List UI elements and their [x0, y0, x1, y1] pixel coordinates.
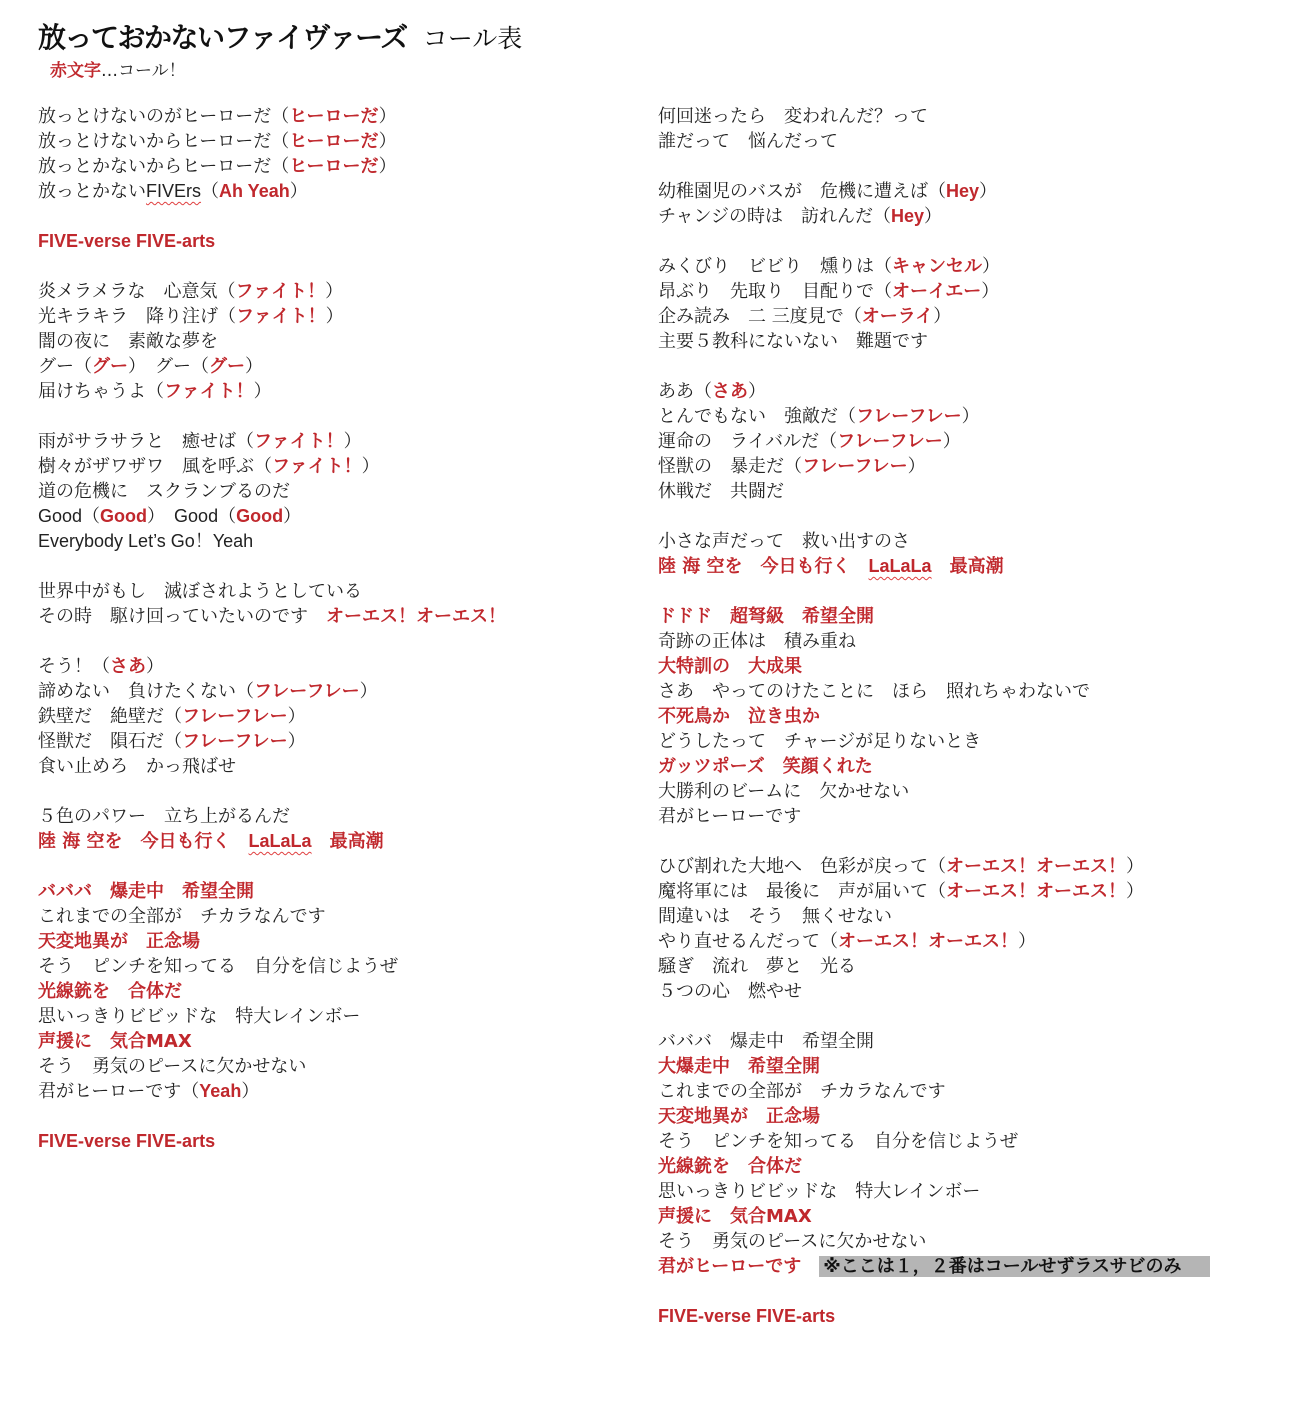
lyric-line: [38, 679, 658, 704]
call-text: ファイト！: [236, 306, 326, 327]
blank-line: [38, 554, 658, 579]
lyric-text: ）: [981, 281, 1000, 302]
lyric-text: ）: [287, 731, 306, 752]
lyric-line: [658, 104, 1278, 129]
title-row: [38, 16, 522, 56]
call-text: 天変地異が 正念場: [38, 931, 200, 952]
call-text: グー: [209, 356, 245, 377]
lyric-line: [38, 104, 658, 129]
lyric-text: 放っとけないからヒーローだ（: [38, 131, 290, 152]
call-text: 君がヒーローです: [658, 1256, 802, 1277]
lyric-text: ああ（: [658, 381, 712, 402]
lyric-line: [38, 904, 658, 929]
lyric-text: そう 勇気のピースに欠かせない: [38, 1056, 307, 1077]
blank-line: [38, 779, 658, 804]
call-text: ドドド 超弩級 希望全開: [658, 606, 874, 627]
call-text: Yeah: [199, 1081, 242, 1101]
lyric-text: やり直せるんだって（: [658, 931, 838, 952]
lyric-text: ）: [979, 181, 998, 202]
blank-line: [658, 154, 1278, 179]
lyric-text: みくびり ビビり 燻りは（: [658, 256, 892, 277]
lyric-line: [38, 804, 658, 829]
lyric-text: そう 勇気のピースに欠かせない: [658, 1231, 927, 1252]
lyric-line: [658, 679, 1278, 704]
lyric-text: 昂ぶり 先取り 目配りで（: [658, 281, 892, 302]
call-text: さあ: [712, 381, 748, 402]
lyric-line: [38, 829, 658, 854]
lyric-line: [38, 729, 658, 754]
call-text: グー: [92, 356, 128, 377]
call-text: Hey: [891, 206, 925, 226]
lyric-line: [658, 279, 1278, 304]
lyric-text: 休戦だ 共闘だ: [658, 481, 784, 502]
call-text: オーエス！オーエス！: [838, 931, 1018, 952]
lyric-line: [658, 1179, 1278, 1204]
lyric-line: [38, 279, 658, 304]
lyric-line: [658, 754, 1278, 779]
call-text: Ah Yeah: [219, 181, 290, 201]
lyric-line: [658, 779, 1278, 804]
lyric-text: 炎メラメラな 心意気（: [38, 281, 236, 302]
lyric-text: 大勝利のビームに 欠かせない: [658, 781, 910, 802]
call-text: オーエス！オーエス！: [326, 606, 506, 627]
lyric-text: ）: [1018, 931, 1036, 952]
call-text: ヒーローだ: [289, 156, 379, 177]
lyric-text: ）: [343, 431, 362, 452]
lyric-text: Good（: [38, 506, 101, 526]
lyric-line: [38, 654, 658, 679]
lyric-line: [658, 304, 1278, 329]
call-text: バババ 爆走中 希望全開: [38, 881, 254, 902]
call-text: 声援に 気合MAX: [38, 1031, 192, 1052]
lyric-line: [38, 179, 658, 204]
call-text: 天変地異が 正念場: [658, 1106, 820, 1127]
lyric-text: 思いっきりビビッドな 特大レインボー: [38, 1006, 361, 1027]
call-text: ファイト！: [272, 456, 362, 477]
call-text: ヒーローだ: [289, 131, 379, 152]
lyric-text: ）: [378, 156, 397, 177]
lyric-text: 誰だって 悩んだって: [658, 131, 838, 152]
lyric-text: チャンジの時は 訪れんだ（: [658, 206, 892, 227]
lyric-text: ）: [359, 681, 378, 702]
lyric-text: 光キラキラ 降り注げ（: [38, 306, 236, 327]
call-text: 不死鳥か 泣き虫か: [658, 706, 820, 727]
call-text: ファイト！: [254, 431, 344, 452]
blank-line: [658, 354, 1278, 379]
lyric-text: ）: [982, 256, 1000, 277]
lyric-text: ）: [378, 131, 397, 152]
call-text: Hey: [946, 181, 980, 201]
blank-line: [658, 504, 1278, 529]
lyric-text: 鉄壁だ 絶壁だ（: [38, 706, 182, 727]
lyric-line: [658, 479, 1278, 504]
lyric-text: 幼稚園児のバスが 危機に遭えば（: [658, 181, 946, 202]
lyric-line: [658, 1029, 1278, 1054]
lyric-text: ）: [245, 356, 263, 377]
lyric-line: [38, 1129, 658, 1154]
call-text: フレーフレー: [856, 406, 962, 427]
lyric-text: 間違いは そう 無くせない: [658, 906, 892, 927]
lyric-text: 放っとけないのがヒーローだ（: [38, 106, 290, 127]
call-text: LaLaLa: [248, 831, 312, 851]
lyric-text: 君がヒーローです: [658, 806, 802, 827]
call-text: 大爆走中 希望全開: [658, 1056, 820, 1077]
lyric-line: [658, 904, 1278, 929]
lyric-text: 小さな声だって 救い出すのさ: [658, 531, 910, 552]
lyric-line: [38, 329, 658, 354]
lyric-line: [658, 179, 1278, 204]
lyric-line: [38, 704, 658, 729]
lyric-text: ）: [325, 306, 344, 327]
lyric-text: 魔将軍には 最後に 声が届いて（: [658, 881, 946, 902]
lyric-text: そう ピンチを知ってる 自分を信じようぜ: [658, 1131, 1018, 1152]
lyric-line: [658, 329, 1278, 354]
lyric-text: ）: [933, 306, 952, 327]
lyric-text: 世界中がもし 滅ぼされようとしている: [38, 581, 362, 602]
lyric-text: ）: [907, 456, 926, 477]
blank-line: [38, 629, 658, 654]
lyric-text: 騒ぎ 流れ 夢と 光る: [658, 956, 856, 977]
lyric-text: 放っとかない: [38, 181, 146, 202]
lyric-line: [658, 1154, 1278, 1179]
lyric-text: ）: [146, 656, 164, 677]
call-text: LaLaLa: [868, 556, 932, 576]
call-text: ファイト！: [164, 381, 254, 402]
lyric-line: [658, 1104, 1278, 1129]
call-text: オーエス！オーエス！: [946, 856, 1126, 877]
lyric-text: 主要５教科にないない 難題です: [658, 331, 928, 352]
lyric-text: ）: [1126, 881, 1144, 902]
lyric-line: [38, 929, 658, 954]
lyric-line: [658, 604, 1278, 629]
call-text: 声援に 気合MAX: [658, 1206, 812, 1227]
lyric-line: [658, 1054, 1278, 1079]
lyric-line: [38, 379, 658, 404]
lyric-line: [658, 1204, 1278, 1229]
lyric-line: [658, 954, 1278, 979]
call-text: FIVE-verse FIVE-arts: [658, 1306, 836, 1326]
lyric-line: [658, 979, 1278, 1004]
lyric-line: [658, 879, 1278, 904]
lyric-text: どうしたって チャージが足りないとき: [658, 731, 982, 752]
lyric-line: [38, 304, 658, 329]
note-highlight: ※ここは１，２番はコールせずラスサビのみ: [819, 1256, 1209, 1277]
lyric-line: [38, 479, 658, 504]
lyric-text: ）: [241, 1081, 260, 1102]
lyric-text: 思いっきりビビッドな 特大レインボー: [658, 1181, 981, 1202]
lyric-line: [38, 354, 658, 379]
blank-line: [658, 579, 1278, 604]
lyric-text: ）: [942, 431, 961, 452]
lyric-text: 道の危機に スクランブるのだ: [38, 481, 290, 502]
call-text: オーエス！オーエス！: [946, 881, 1126, 902]
lyric-text: ）: [748, 381, 766, 402]
lyric-text: ひび割れた大地へ 色彩が戻って（: [658, 856, 946, 877]
lyric-text: ）: [287, 706, 306, 727]
lyric-text: 諦めない 負けたくない（: [38, 681, 254, 702]
lyric-text: 闇の夜に 素敵な夢を: [38, 331, 218, 352]
lyric-line: [658, 429, 1278, 454]
lyric-text: ）: [361, 456, 380, 477]
lyric-line: [38, 579, 658, 604]
lyric-line: [38, 129, 658, 154]
call-text: フレーフレー: [837, 431, 943, 452]
call-text: オーイエー: [892, 281, 982, 302]
lyric-text: 君がヒーローです（: [38, 1081, 200, 1102]
lyric-text: とんでもない 強敵だ（: [658, 406, 856, 427]
call-text: フレーフレー: [254, 681, 360, 702]
call-text: FIVE-verse FIVE-arts: [38, 1131, 216, 1151]
lyric-text: ５つの心 燃やせ: [658, 981, 802, 1002]
call-text: 陸 海 空を 今日も行く: [658, 556, 869, 577]
blank-line: [658, 1279, 1278, 1304]
lyric-line: [658, 404, 1278, 429]
lyric-line: [38, 754, 658, 779]
call-text: 最高潮: [931, 556, 1004, 577]
lyric-text: これまでの全部が チカラなんです: [38, 906, 326, 927]
call-text: Good: [236, 506, 284, 526]
lyric-text: （: [201, 181, 220, 202]
blank-line: [38, 854, 658, 879]
lyric-line: [658, 929, 1278, 954]
lyric-line: [658, 454, 1278, 479]
lyric-line: [658, 254, 1278, 279]
lyric-line: [38, 229, 658, 254]
lyric-line: [38, 1079, 658, 1104]
lyric-line: [658, 1229, 1278, 1254]
lyric-text: 雨がサラサラと 癒せば（: [38, 431, 254, 452]
blank-line: [38, 254, 658, 279]
lyric-text: 奇跡の正体は 積み重ね: [658, 631, 856, 652]
lyric-line: [658, 204, 1278, 229]
lyric-text: 運命の ライバルだ（: [658, 431, 838, 452]
lyric-text: ）: [283, 506, 302, 527]
lyric-line: [658, 554, 1278, 579]
blank-line: [38, 404, 658, 429]
blank-line: [38, 204, 658, 229]
lyric-line: [658, 529, 1278, 554]
call-text: 陸 海 空を 今日も行く: [38, 831, 249, 852]
lyric-text: 放っとかないからヒーローだ（: [38, 156, 290, 177]
call-text: さあ: [110, 656, 146, 677]
lyric-text: FIVErs: [146, 181, 202, 201]
lyric-line: [658, 1079, 1278, 1104]
lyric-line: [658, 129, 1278, 154]
lyric-text: 樹々がザワザワ 風を呼ぶ（: [38, 456, 272, 477]
lyric-line: [38, 954, 658, 979]
lyric-text: ５色のパワー 立ち上がるんだ: [38, 806, 290, 827]
lyric-line: [658, 379, 1278, 404]
call-text: 光線銃を 合体だ: [658, 1156, 802, 1177]
lyric-line: [38, 604, 658, 629]
lyric-text: Everybody Let’s Go！Yeah: [38, 531, 254, 551]
lyric-line: [38, 1029, 658, 1054]
lyric-line: [658, 654, 1278, 679]
call-text: Good: [100, 506, 148, 526]
call-text: フレーフレー: [182, 706, 288, 727]
lyric-text: バババ 爆走中 希望全開: [658, 1031, 874, 1052]
legend-text: …コール！: [101, 61, 186, 81]
lyric-line: [658, 804, 1278, 829]
lyric-text: ）: [289, 181, 308, 202]
lyric-text: その時 駆け回っていたいのです: [38, 606, 326, 627]
lyric-line: [38, 1054, 658, 1079]
call-text: フレーフレー: [802, 456, 908, 477]
blank-line: [658, 829, 1278, 854]
blank-line: [658, 1004, 1278, 1029]
lyric-text: 企み読み 二 三度見で（: [658, 306, 862, 327]
lyrics-column-right: [658, 104, 1278, 1329]
lyric-text: そう！（: [38, 656, 110, 677]
lyric-line: [38, 1004, 658, 1029]
lyric-text: ）: [253, 381, 272, 402]
lyric-line: [658, 704, 1278, 729]
call-text: ヒーローだ: [289, 106, 379, 127]
lyric-text: ）: [961, 406, 980, 427]
lyric-text: 怪獣だ 隕石だ（: [38, 731, 182, 752]
lyric-text: これまでの全部が チカラなんです: [658, 1081, 946, 1102]
lyric-line: [658, 1304, 1278, 1329]
lyric-text: ）: [924, 206, 943, 227]
blank-line: [38, 1104, 658, 1129]
lyric-line: [658, 854, 1278, 879]
blank-line: [658, 229, 1278, 254]
call-text: キャンセル: [892, 256, 982, 277]
page-subtitle: コール表: [422, 24, 523, 53]
lyric-line: [38, 979, 658, 1004]
lyric-text: ） Good（: [147, 506, 237, 526]
lyric-line: [38, 429, 658, 454]
call-text: 最高潮: [311, 831, 384, 852]
lyrics-column-left: [38, 104, 658, 1154]
call-text: フレーフレー: [182, 731, 288, 752]
lyric-text: ） グー（: [128, 356, 209, 377]
call-text: 光線銃を 合体だ: [38, 981, 182, 1002]
lyric-line: [38, 879, 658, 904]
lyric-line: [658, 1129, 1278, 1154]
lyric-line: [658, 1254, 1278, 1279]
lyric-text: ）: [378, 106, 397, 127]
lyric-line: [38, 504, 658, 529]
lyric-text: 届けちゃうよ（: [38, 381, 164, 402]
call-text: オーライ: [861, 306, 934, 327]
call-text: FIVE-verse FIVE-arts: [38, 231, 216, 251]
lyric-text: そう ピンチを知ってる 自分を信じようぜ: [38, 956, 398, 977]
lyric-line: [38, 529, 658, 554]
call-text: ガッツポーズ 笑顔くれた: [658, 756, 873, 777]
lyric-text: ）: [1126, 856, 1144, 877]
call-text: 大特訓の 大成果: [658, 656, 802, 677]
lyric-text: 何回迷ったら 変われんだ？って: [658, 106, 928, 127]
legend: [50, 56, 186, 81]
lyric-line: [658, 629, 1278, 654]
lyric-line: [658, 729, 1278, 754]
lyric-text: 怪獣の 暴走だ（: [658, 456, 802, 477]
lyric-line: [38, 154, 658, 179]
lyric-text: さあ やってのけたことに ほら 照れちゃわないで: [658, 681, 1090, 702]
page-title: 放っておかないファイヴァーズ: [38, 21, 407, 54]
call-text: ファイト！: [235, 281, 326, 302]
lyric-text: グー（: [38, 356, 92, 377]
lyric-text: ）: [325, 281, 344, 302]
legend-red-label: 赤文字: [50, 61, 101, 81]
lyric-text: 食い止めろ かっ飛ばせ: [38, 756, 236, 777]
lyric-line: [38, 454, 658, 479]
